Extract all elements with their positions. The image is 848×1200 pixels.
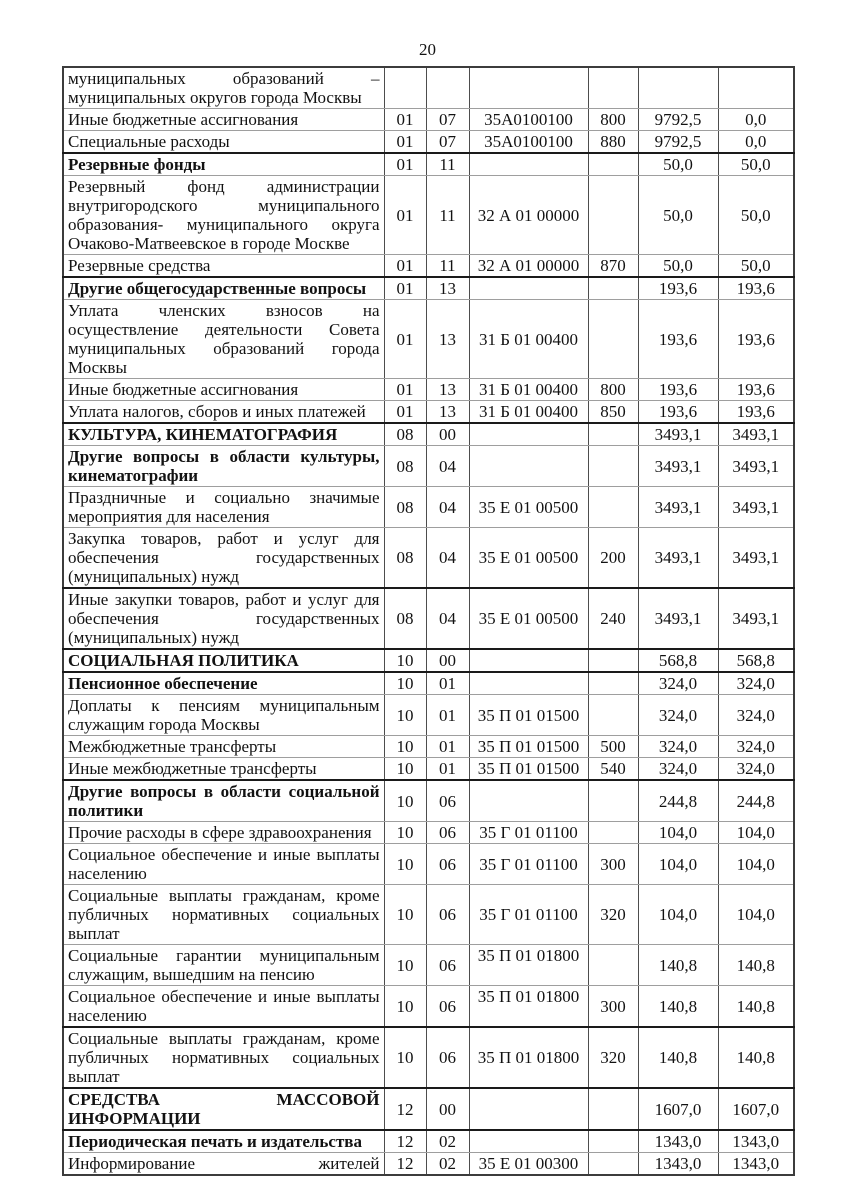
podrazdel-cell: 00: [426, 423, 469, 446]
table-row: [63, 423, 794, 446]
name-cell: Уплата налогов, сборов и иных платежей: [63, 401, 384, 424]
name-cell: Уплата членских взносов на осуществление деятельности Совета муниципальных образований города Москвы: [63, 300, 384, 379]
name-cell: КУЛЬТУРА, КИНЕМАТОГРАФИЯ: [63, 423, 384, 446]
name-cell: Периодическая печать и издательства: [63, 1130, 384, 1153]
expense-type-cell: 880: [588, 131, 638, 154]
amount-col2-cell: 50,0: [718, 255, 794, 278]
expense-type-cell: [588, 695, 638, 736]
table-row: [63, 277, 794, 300]
amount-col2-cell: 140,8: [718, 1027, 794, 1088]
name-cell: Иные закупки товаров, работ и услуг для обеспечения государственных (муниципальных) нужд: [63, 588, 384, 649]
name-cell: Другие вопросы в области социальной политики: [63, 780, 384, 822]
table-row: [63, 695, 794, 736]
razdel-cell: 12: [384, 1153, 426, 1176]
razdel-cell: 12: [384, 1130, 426, 1153]
amount-col1-cell: 324,0: [638, 695, 718, 736]
table-row: [63, 446, 794, 487]
expense-type-cell: [588, 176, 638, 255]
podrazdel-cell: 04: [426, 588, 469, 649]
amount-col1-cell: 1343,0: [638, 1153, 718, 1176]
target-article-cell: [469, 446, 588, 487]
amount-col2-cell: 1607,0: [718, 1088, 794, 1130]
amount-col1-cell: 1607,0: [638, 1088, 718, 1130]
expense-type-cell: [588, 67, 638, 109]
razdel-cell: 10: [384, 844, 426, 885]
table-row: [63, 109, 794, 131]
name-cell: Социальные гарантии муниципальным служащим, вышедшим на пенсию: [63, 945, 384, 986]
amount-col2-cell: 324,0: [718, 736, 794, 758]
razdel-cell: 10: [384, 695, 426, 736]
target-article-cell: [469, 1130, 588, 1153]
amount-col2-cell: 568,8: [718, 649, 794, 672]
page-number: 20: [419, 40, 436, 59]
expense-type-cell: [588, 945, 638, 986]
table-row: [63, 379, 794, 401]
amount-col2-cell: 3493,1: [718, 446, 794, 487]
target-article-cell: 35 П 01 01800: [469, 945, 588, 986]
table-row: [63, 131, 794, 154]
name-cell: Иные бюджетные ассигнования: [63, 379, 384, 401]
expense-type-cell: 800: [588, 379, 638, 401]
podrazdel-cell: 11: [426, 153, 469, 176]
amount-col1-cell: 9792,5: [638, 109, 718, 131]
table-row: [63, 780, 794, 822]
table-row: [63, 153, 794, 176]
amount-col1-cell: 324,0: [638, 758, 718, 781]
name-cell: Социальные выплаты гражданам, кроме публичных нормативных социальных выплат: [63, 885, 384, 945]
table-row: [63, 487, 794, 528]
razdel-cell: 01: [384, 131, 426, 154]
name-cell: Другие общегосударственные вопросы: [63, 277, 384, 300]
amount-col2-cell: 324,0: [718, 695, 794, 736]
expense-type-cell: [588, 446, 638, 487]
razdel-cell: 08: [384, 423, 426, 446]
expense-type-cell: 320: [588, 1027, 638, 1088]
table-row: [63, 649, 794, 672]
name-cell: Иные бюджетные ассигнования: [63, 109, 384, 131]
amount-col1-cell: 140,8: [638, 1027, 718, 1088]
expense-type-cell: [588, 153, 638, 176]
name-cell: муниципальных образований – муниципальных округов города Москвы: [63, 67, 384, 109]
amount-col1-cell: 193,6: [638, 300, 718, 379]
amount-col1-cell: [638, 67, 718, 109]
podrazdel-cell: 06: [426, 844, 469, 885]
name-cell: Пенсионное обеспечение: [63, 672, 384, 695]
table-row: [63, 736, 794, 758]
name-cell: Резервные средства: [63, 255, 384, 278]
amount-col2-cell: 193,6: [718, 401, 794, 424]
target-article-cell: 35 Е 01 00500: [469, 487, 588, 528]
table-row: [63, 1153, 794, 1176]
name-cell: Праздничные и социально значимые мероприятия для населения: [63, 487, 384, 528]
podrazdel-cell: [426, 67, 469, 109]
razdel-cell: 10: [384, 986, 426, 1028]
target-article-cell: 35А0100100: [469, 131, 588, 154]
target-article-cell: [469, 67, 588, 109]
podrazdel-cell: 13: [426, 300, 469, 379]
amount-col1-cell: 193,6: [638, 379, 718, 401]
amount-col1-cell: 50,0: [638, 255, 718, 278]
podrazdel-cell: 06: [426, 945, 469, 986]
amount-col1-cell: 193,6: [638, 401, 718, 424]
amount-col2-cell: 3493,1: [718, 423, 794, 446]
podrazdel-cell: 11: [426, 176, 469, 255]
razdel-cell: 10: [384, 945, 426, 986]
razdel-cell: 10: [384, 822, 426, 844]
amount-col2-cell: 1343,0: [718, 1130, 794, 1153]
target-article-cell: [469, 780, 588, 822]
razdel-cell: 01: [384, 277, 426, 300]
razdel-cell: 10: [384, 736, 426, 758]
podrazdel-cell: 06: [426, 822, 469, 844]
target-article-cell: 31 Б 01 00400: [469, 401, 588, 424]
podrazdel-cell: 01: [426, 758, 469, 781]
target-article-cell: [469, 672, 588, 695]
expense-type-cell: 540: [588, 758, 638, 781]
podrazdel-cell: 01: [426, 695, 469, 736]
table-row: [63, 758, 794, 781]
podrazdel-cell: 00: [426, 649, 469, 672]
amount-col1-cell: 324,0: [638, 736, 718, 758]
podrazdel-cell: 04: [426, 446, 469, 487]
amount-col1-cell: 244,8: [638, 780, 718, 822]
target-article-cell: [469, 1088, 588, 1130]
target-article-cell: [469, 277, 588, 300]
amount-col2-cell: 3493,1: [718, 588, 794, 649]
amount-col2-cell: 193,6: [718, 277, 794, 300]
podrazdel-cell: 13: [426, 379, 469, 401]
expense-type-cell: 300: [588, 986, 638, 1028]
expense-type-cell: 870: [588, 255, 638, 278]
razdel-cell: [384, 67, 426, 109]
amount-col2-cell: 1343,0: [718, 1153, 794, 1176]
razdel-cell: 01: [384, 300, 426, 379]
amount-col1-cell: 140,8: [638, 986, 718, 1028]
expense-type-cell: 300: [588, 844, 638, 885]
podrazdel-cell: 13: [426, 277, 469, 300]
table-row: [63, 885, 794, 945]
amount-col1-cell: 50,0: [638, 153, 718, 176]
amount-col1-cell: 140,8: [638, 945, 718, 986]
razdel-cell: 01: [384, 176, 426, 255]
name-cell: Закупка товаров, работ и услуг для обеспечения государственных (муниципальных) нужд: [63, 528, 384, 589]
amount-col2-cell: 104,0: [718, 885, 794, 945]
podrazdel-cell: 04: [426, 528, 469, 589]
razdel-cell: 10: [384, 1027, 426, 1088]
target-article-cell: 32 А 01 00000: [469, 255, 588, 278]
razdel-cell: 01: [384, 109, 426, 131]
name-cell: Резервный фонд администрации внутригородского муниципального образования- муниципального округа Очаково-Матвеевское в городе Москве: [63, 176, 384, 255]
razdel-cell: 10: [384, 780, 426, 822]
budget-expenses-table: [62, 66, 795, 1176]
table-row: [63, 672, 794, 695]
amount-col1-cell: 104,0: [638, 844, 718, 885]
amount-col1-cell: 193,6: [638, 277, 718, 300]
amount-col1-cell: 3493,1: [638, 423, 718, 446]
target-article-cell: 35 Е 01 00500: [469, 528, 588, 589]
target-article-cell: 35 П 01 01500: [469, 695, 588, 736]
table-row: [63, 844, 794, 885]
amount-col2-cell: 193,6: [718, 300, 794, 379]
name-cell: Межбюджетные трансферты: [63, 736, 384, 758]
razdel-cell: 01: [384, 379, 426, 401]
expense-type-cell: [588, 1130, 638, 1153]
podrazdel-cell: 07: [426, 109, 469, 131]
amount-col2-cell: 50,0: [718, 176, 794, 255]
expense-type-cell: 500: [588, 736, 638, 758]
name-cell: Резервные фонды: [63, 153, 384, 176]
amount-col1-cell: 568,8: [638, 649, 718, 672]
target-article-cell: 31 Б 01 00400: [469, 300, 588, 379]
table-row: [63, 1088, 794, 1130]
table-row: [63, 176, 794, 255]
amount-col1-cell: 3493,1: [638, 487, 718, 528]
target-article-cell: 31 Б 01 00400: [469, 379, 588, 401]
podrazdel-cell: 06: [426, 986, 469, 1028]
amount-col1-cell: 3493,1: [638, 446, 718, 487]
amount-col2-cell: 140,8: [718, 986, 794, 1028]
razdel-cell: 10: [384, 758, 426, 781]
razdel-cell: 08: [384, 528, 426, 589]
expense-type-cell: [588, 300, 638, 379]
razdel-cell: 01: [384, 255, 426, 278]
razdel-cell: 08: [384, 588, 426, 649]
podrazdel-cell: 06: [426, 780, 469, 822]
target-article-cell: [469, 153, 588, 176]
expense-type-cell: [588, 1088, 638, 1130]
podrazdel-cell: 02: [426, 1130, 469, 1153]
amount-col2-cell: 244,8: [718, 780, 794, 822]
razdel-cell: 10: [384, 649, 426, 672]
amount-col2-cell: 0,0: [718, 109, 794, 131]
amount-col2-cell: 324,0: [718, 758, 794, 781]
podrazdel-cell: 11: [426, 255, 469, 278]
table-row: [63, 255, 794, 278]
amount-col1-cell: 104,0: [638, 822, 718, 844]
amount-col1-cell: 104,0: [638, 885, 718, 945]
razdel-cell: 10: [384, 672, 426, 695]
table-row: [63, 67, 794, 109]
target-article-cell: 35 П 01 01500: [469, 758, 588, 781]
target-article-cell: 35 П 01 01800: [469, 986, 588, 1028]
podrazdel-cell: 00: [426, 1088, 469, 1130]
table-row: [63, 1130, 794, 1153]
razdel-cell: 12: [384, 1088, 426, 1130]
podrazdel-cell: 02: [426, 1153, 469, 1176]
table-row: [63, 1027, 794, 1088]
podrazdel-cell: 04: [426, 487, 469, 528]
name-cell: Социальные выплаты гражданам, кроме публичных нормативных социальных выплат: [63, 1027, 384, 1088]
expense-type-cell: [588, 822, 638, 844]
amount-col2-cell: 193,6: [718, 379, 794, 401]
podrazdel-cell: 01: [426, 736, 469, 758]
expense-type-cell: [588, 423, 638, 446]
podrazdel-cell: 06: [426, 885, 469, 945]
name-cell: Другие вопросы в области культуры, кинематографии: [63, 446, 384, 487]
name-cell: СОЦИАЛЬНАЯ ПОЛИТИКА: [63, 649, 384, 672]
amount-col1-cell: 50,0: [638, 176, 718, 255]
razdel-cell: 01: [384, 153, 426, 176]
target-article-cell: 35 П 01 01800: [469, 1027, 588, 1088]
podrazdel-cell: 07: [426, 131, 469, 154]
name-cell: Специальные расходы: [63, 131, 384, 154]
expense-type-cell: [588, 672, 638, 695]
name-cell: Доплаты к пенсиям муниципальным служащим города Москвы: [63, 695, 384, 736]
name-cell: Социальное обеспечение и иные выплаты населению: [63, 844, 384, 885]
expense-type-cell: 800: [588, 109, 638, 131]
table-row: [63, 945, 794, 986]
target-article-cell: 35А0100100: [469, 109, 588, 131]
amount-col2-cell: 324,0: [718, 672, 794, 695]
amount-col1-cell: 324,0: [638, 672, 718, 695]
amount-col2-cell: 104,0: [718, 844, 794, 885]
razdel-cell: 08: [384, 487, 426, 528]
expense-type-cell: [588, 277, 638, 300]
amount-col1-cell: 3493,1: [638, 528, 718, 589]
target-article-cell: 35 Г 01 01100: [469, 885, 588, 945]
amount-col2-cell: 3493,1: [718, 487, 794, 528]
expense-type-cell: [588, 780, 638, 822]
name-cell: Социальное обеспечение и иные выплаты населению: [63, 986, 384, 1028]
target-article-cell: 35 Е 01 00300: [469, 1153, 588, 1176]
table-row: [63, 528, 794, 589]
target-article-cell: [469, 423, 588, 446]
razdel-cell: 01: [384, 401, 426, 424]
amount-col2-cell: 104,0: [718, 822, 794, 844]
name-cell: Иные межбюджетные трансферты: [63, 758, 384, 781]
expense-type-cell: 200: [588, 528, 638, 589]
podrazdel-cell: 01: [426, 672, 469, 695]
target-article-cell: [469, 649, 588, 672]
podrazdel-cell: 13: [426, 401, 469, 424]
table-row: [63, 822, 794, 844]
expense-type-cell: 850: [588, 401, 638, 424]
target-article-cell: 32 А 01 00000: [469, 176, 588, 255]
amount-col1-cell: 1343,0: [638, 1130, 718, 1153]
amount-col1-cell: 3493,1: [638, 588, 718, 649]
amount-col2-cell: 0,0: [718, 131, 794, 154]
podrazdel-cell: 06: [426, 1027, 469, 1088]
expense-type-cell: 240: [588, 588, 638, 649]
amount-col2-cell: 3493,1: [718, 528, 794, 589]
table-row: [63, 401, 794, 424]
budget-table-body: [63, 67, 794, 1175]
razdel-cell: 10: [384, 885, 426, 945]
name-cell: Прочие расходы в сфере здравоохранения: [63, 822, 384, 844]
target-article-cell: 35 Е 01 00500: [469, 588, 588, 649]
target-article-cell: 35 Г 01 01100: [469, 844, 588, 885]
amount-col2-cell: 140,8: [718, 945, 794, 986]
amount-col1-cell: 9792,5: [638, 131, 718, 154]
target-article-cell: 35 Г 01 01100: [469, 822, 588, 844]
expense-type-cell: [588, 1153, 638, 1176]
table-row: [63, 588, 794, 649]
expense-type-cell: [588, 487, 638, 528]
amount-col2-cell: [718, 67, 794, 109]
name-cell: СРЕДСТВА МАССОВОЙ ИНФОРМАЦИИ: [63, 1088, 384, 1130]
expense-type-cell: 320: [588, 885, 638, 945]
table-row: [63, 986, 794, 1028]
name-cell: Информирование жителей: [63, 1153, 384, 1176]
expense-type-cell: [588, 649, 638, 672]
table-row: [63, 300, 794, 379]
target-article-cell: 35 П 01 01500: [469, 736, 588, 758]
amount-col2-cell: 50,0: [718, 153, 794, 176]
razdel-cell: 08: [384, 446, 426, 487]
